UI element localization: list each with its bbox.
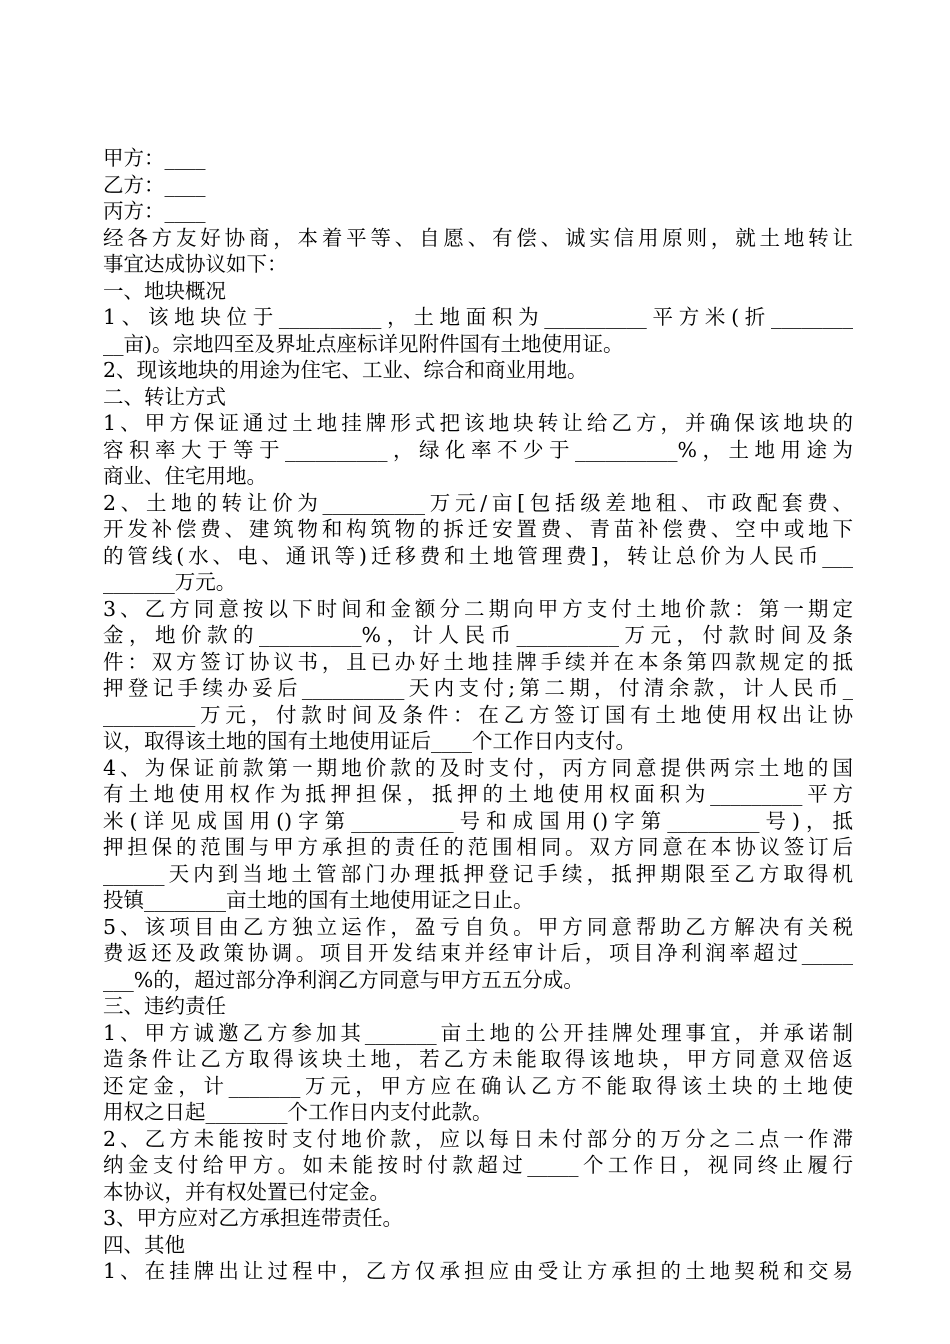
clause-line: 纳金支付给甲方。如未能按时付款超过_____个工作日，视同终止履行	[103, 1153, 853, 1177]
clause-line: 容积率大于等于__________，绿化率不少于__________%，土地用途为	[103, 437, 853, 462]
clause-line: 1、在挂牌出让过程中，乙方仅承担应由受让方承担的土地契税和交易	[103, 1259, 853, 1283]
clause-line: 2、土地的转让价为__________万元/亩[包括级差地租、市政配套费、	[103, 490, 853, 515]
preamble-line: 经各方友好协商，本着平等、自愿、有偿、诚实信用原则，就土地转让	[103, 225, 853, 250]
clause-line: 本协议，并有权处置已付定金。	[103, 1179, 390, 1204]
clause-line: 3、乙方同意按以下时间和金额分二期向甲方支付土地价款：第一期定	[103, 596, 853, 621]
section-heading: 四、其他	[103, 1232, 185, 1257]
clause-line: 件：双方签订协议书，且已办好土地挂牌手续并在本条第四款规定的抵	[103, 649, 853, 674]
clause-line: 议，取得该土地的国有土地使用证后____个工作日内支付。	[103, 729, 636, 753]
preamble-line: 事宜达成协议如下：	[103, 252, 288, 276]
party-c-line: 丙方：____	[103, 199, 206, 223]
clause-line: _______万元。	[103, 570, 237, 594]
clause-line: 押登记手续办妥后__________天内支付;第二期，付清余款，计人民币_	[103, 676, 853, 700]
clause-line: 1、甲方诚邀乙方参加其_______亩土地的公开挂牌处理事宜，并承诺制	[103, 1020, 853, 1045]
clause-line: 1、甲方保证通过土地挂牌形式把该地块转让给乙方，并确保该地块的	[103, 411, 853, 435]
clause-line: 2、乙方未能按时支付地价款，应以每日未付部分的万分之二点一作滞	[103, 1126, 853, 1151]
clause-line: 押担保的范围与甲方承担的责任的范围相同。双方同意在本协议签订后	[103, 835, 853, 859]
clause-line: 造条件让乙方取得该块土地，若乙方未能取得该地块，甲方同意双倍返	[103, 1047, 853, 1071]
document-body	[103, 145, 853, 1285]
clause-line: _________万元，付款时间及条件：在乙方签订国有土地使用权出让协	[103, 702, 853, 727]
clause-line: 4、为保证前款第一期地价款的及时支付，丙方同意提供两宗土地的国	[103, 755, 853, 780]
clause-line: ___%的，超过部分净利润乙方同意与甲方五五分成。	[103, 967, 584, 992]
clause-line: 5、该项目由乙方独立运作，盈亏自负。甲方同意帮助乙方解决有关税	[103, 914, 853, 939]
clause-line: 费返还及政策协调。项目开发结束并经审计后，项目净利润率超过_____	[103, 941, 853, 965]
clause-line: ______天内到当地土管部门办理抵押登记手续，抵押期限至乙方取得机	[103, 861, 853, 886]
clause-line: __亩)。宗地四至及界址点座标详见附件国有土地使用证。	[103, 331, 624, 356]
party-a-line: 甲方：____	[103, 146, 206, 170]
clause-line: 开发补偿费、建筑物和构筑物的拆迁安置费、青苗补偿费、空中或地下	[103, 517, 853, 541]
clause-line: 米(详见成国用()字第__________号和成国用()字第_________号)，抵	[103, 808, 853, 833]
section-heading: 一、地块概况	[103, 278, 226, 303]
clause-line: 有土地使用权作为抵押担保，抵押的土地使用权面积为_________平方	[103, 782, 853, 806]
clause-line: 还定金，计_______万元，甲方应在确认乙方不能取得该土块的土地使	[103, 1073, 853, 1098]
section-heading: 二、转让方式	[103, 384, 226, 409]
clause-line: 的管线(水、电、通讯等)迁移费和土地管理费]，转让总价为人民币___	[103, 543, 853, 568]
clause-line: 用权之日起________个工作日内支付此款。	[103, 1100, 493, 1124]
clause-line: 3、甲方应对乙方承担连带责任。	[103, 1206, 404, 1230]
section-heading: 三、违约责任	[103, 994, 226, 1018]
clause-line: 投镇________亩土地的国有土地使用证之日止。	[103, 888, 534, 912]
clause-line: 金，地价款的__________%，计人民币__________万元，付款时间及条	[103, 623, 853, 647]
party-b-line: 乙方：____	[103, 172, 206, 197]
clause-line: 2、现该地块的用途为住宅、工业、综合和商业用地。	[103, 358, 588, 382]
clause-line: 商业、住宅用地。	[103, 464, 267, 488]
clause-line: 1、该地块位于__________，土地面积为__________平方米(折________	[103, 305, 853, 329]
